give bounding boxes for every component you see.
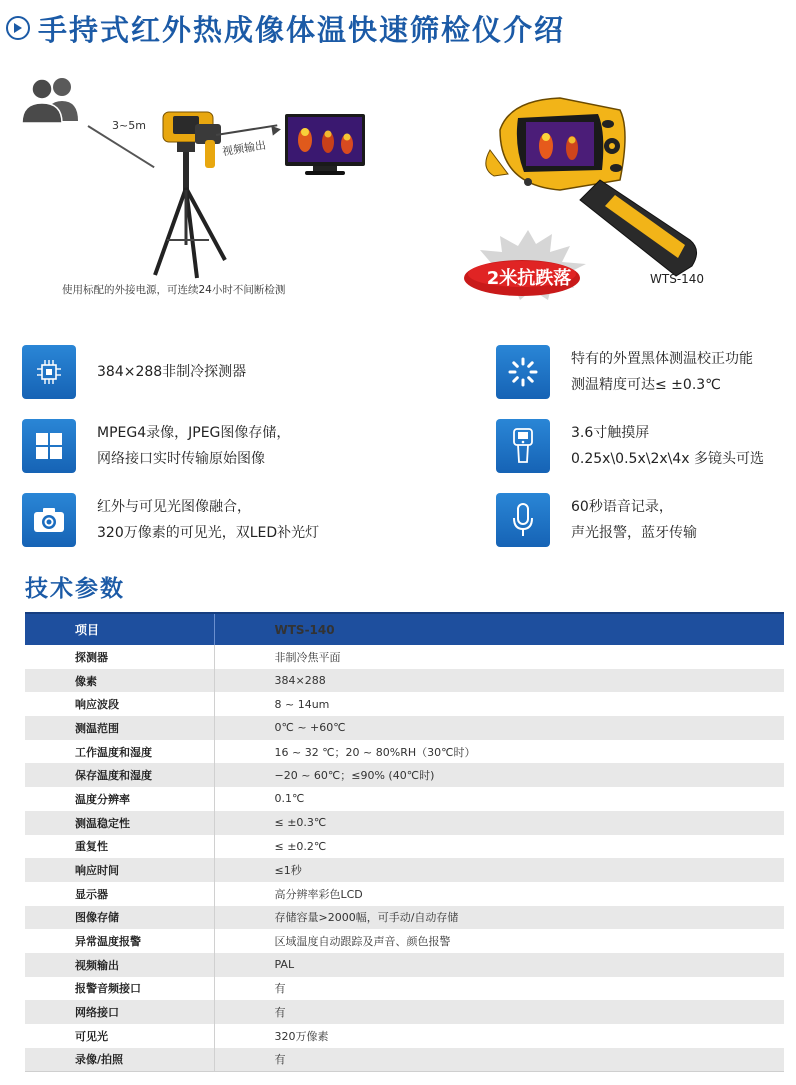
- spec-value: 8 ~ 14um: [214, 692, 784, 716]
- microphone-icon: [496, 493, 550, 547]
- people-icon: [20, 75, 82, 123]
- windows-icon: [22, 419, 76, 473]
- spec-value: 16 ~ 32 ℃；20 ~ 80%RH（30℃时）: [214, 740, 784, 764]
- spec-value: 0.1℃: [214, 787, 784, 811]
- spec-key: 工作温度和湿度: [25, 740, 214, 764]
- illustration-caption: 使用标配的外接电源，可连续24小时不间断检测: [62, 284, 286, 296]
- feature-line: 声光报警，蓝牙传输: [571, 525, 697, 541]
- header-item: 项目: [25, 613, 214, 645]
- spec-key: 保存温度和湿度: [25, 763, 214, 787]
- table-row: [25, 835, 784, 859]
- feature-line: 60秒语音记录，: [571, 499, 673, 515]
- spec-value: 384×288: [214, 669, 784, 693]
- arrow-head-icon: [271, 124, 281, 135]
- feature-touchscreen: [496, 419, 764, 473]
- table-row: [25, 669, 784, 693]
- table-row: [25, 882, 784, 906]
- table-row: [25, 977, 784, 1001]
- monitor-image: [283, 112, 367, 178]
- spec-key: 响应时间: [25, 858, 214, 882]
- product-illustration: [0, 60, 796, 310]
- spec-table-header: [25, 613, 784, 645]
- spec-key: 温度分辨率: [25, 787, 214, 811]
- spec-value: 有: [214, 1048, 784, 1072]
- table-row: [25, 787, 784, 811]
- video-output-label: 视频输出: [221, 138, 267, 159]
- table-row: [25, 1048, 784, 1072]
- spec-value: 320万像素: [214, 1024, 784, 1048]
- table-row: [25, 858, 784, 882]
- table-row: [25, 692, 784, 716]
- table-row: [25, 1000, 784, 1024]
- spec-key: 网络接口: [25, 1000, 214, 1024]
- feature-line: 特有的外置黑体测温校正功能: [571, 351, 753, 367]
- feature-line: 320万像素的可见光，双LED补光灯: [97, 525, 320, 541]
- camera-icon: [22, 493, 76, 547]
- spec-key: 录像/拍照: [25, 1048, 214, 1072]
- feature-recording: [22, 419, 290, 473]
- spec-value: 有: [214, 1000, 784, 1024]
- chip-icon: [22, 345, 76, 399]
- spec-value: 区域温度自动跟踪及声音、颜色报警: [214, 929, 784, 953]
- play-circle-icon: [6, 16, 30, 40]
- feature-fusion: [22, 493, 319, 547]
- table-row: [25, 953, 784, 977]
- spec-table: [25, 612, 784, 1072]
- feature-text: [571, 494, 697, 546]
- spec-key: 探测器: [25, 645, 214, 669]
- spec-value: PAL: [214, 953, 784, 977]
- feature-text: [571, 346, 753, 398]
- feature-text: [97, 359, 246, 385]
- feature-line: 0.25x\0.5x\2x\4x 多镜头可选: [571, 451, 764, 467]
- model-caption: WTS-140: [650, 272, 705, 286]
- table-row: [25, 906, 784, 930]
- spec-key: 视频输出: [25, 953, 214, 977]
- header-model: WTS-140: [214, 613, 784, 645]
- spec-value: 存储容量>2000幅，可手动/自动存储: [214, 906, 784, 930]
- drop-resistance-badge: 2米抗跌落: [486, 268, 572, 289]
- spec-key: 异常温度报警: [25, 929, 214, 953]
- feature-voice: [496, 493, 697, 547]
- feature-calibration: [496, 345, 753, 399]
- tech-section-title: 技术参数: [25, 576, 125, 602]
- feature-text: [97, 494, 319, 546]
- page-title: 手持式红外热成像体温快速筛检仪介绍: [38, 12, 566, 47]
- feature-line: MPEG4录像，JPEG图像存储，: [97, 425, 291, 441]
- feature-line: 网络接口实时传输原始图像: [97, 451, 265, 467]
- spec-key: 测温稳定性: [25, 811, 214, 835]
- spec-value: 高分辨率彩色LCD: [214, 882, 784, 906]
- spec-value: −20 ~ 60℃；≤90% (40℃时): [214, 763, 784, 787]
- distance-label: 3~5m: [112, 119, 146, 132]
- spec-key: 可见光: [25, 1024, 214, 1048]
- feature-line: 384×288非制冷探测器: [97, 364, 247, 380]
- feature-line: 3.6寸触摸屏: [571, 425, 650, 441]
- page-header: [6, 8, 565, 48]
- table-row: [25, 716, 784, 740]
- table-row: [25, 645, 784, 669]
- spec-value: 0℃ ~ +60℃: [214, 716, 784, 740]
- spec-value: ≤ ±0.3℃: [214, 811, 784, 835]
- spec-key: 显示器: [25, 882, 214, 906]
- calibration-icon: [496, 345, 550, 399]
- spec-value: 有: [214, 977, 784, 1001]
- feature-line: 红外与可见光图像融合，: [97, 499, 251, 515]
- table-row: [25, 1024, 784, 1048]
- feature-detector: [22, 345, 246, 399]
- feature-line: 测温精度可达≤ ±0.3℃: [571, 377, 721, 393]
- spec-key: 像素: [25, 669, 214, 693]
- spec-key: 报警音频接口: [25, 977, 214, 1001]
- feature-text: [97, 420, 290, 472]
- spec-value: 非制冷焦平面: [214, 645, 784, 669]
- table-row: [25, 740, 784, 764]
- table-row: [25, 763, 784, 787]
- spec-key: 图像存储: [25, 906, 214, 930]
- spec-value: ≤1秒: [214, 858, 784, 882]
- table-row: [25, 811, 784, 835]
- spec-value: ≤ ±0.2℃: [214, 835, 784, 859]
- handheld-icon: [496, 419, 550, 473]
- spec-key: 测温范围: [25, 716, 214, 740]
- spec-key: 重复性: [25, 835, 214, 859]
- feature-text: [571, 420, 764, 472]
- table-row: [25, 929, 784, 953]
- spec-key: 响应波段: [25, 692, 214, 716]
